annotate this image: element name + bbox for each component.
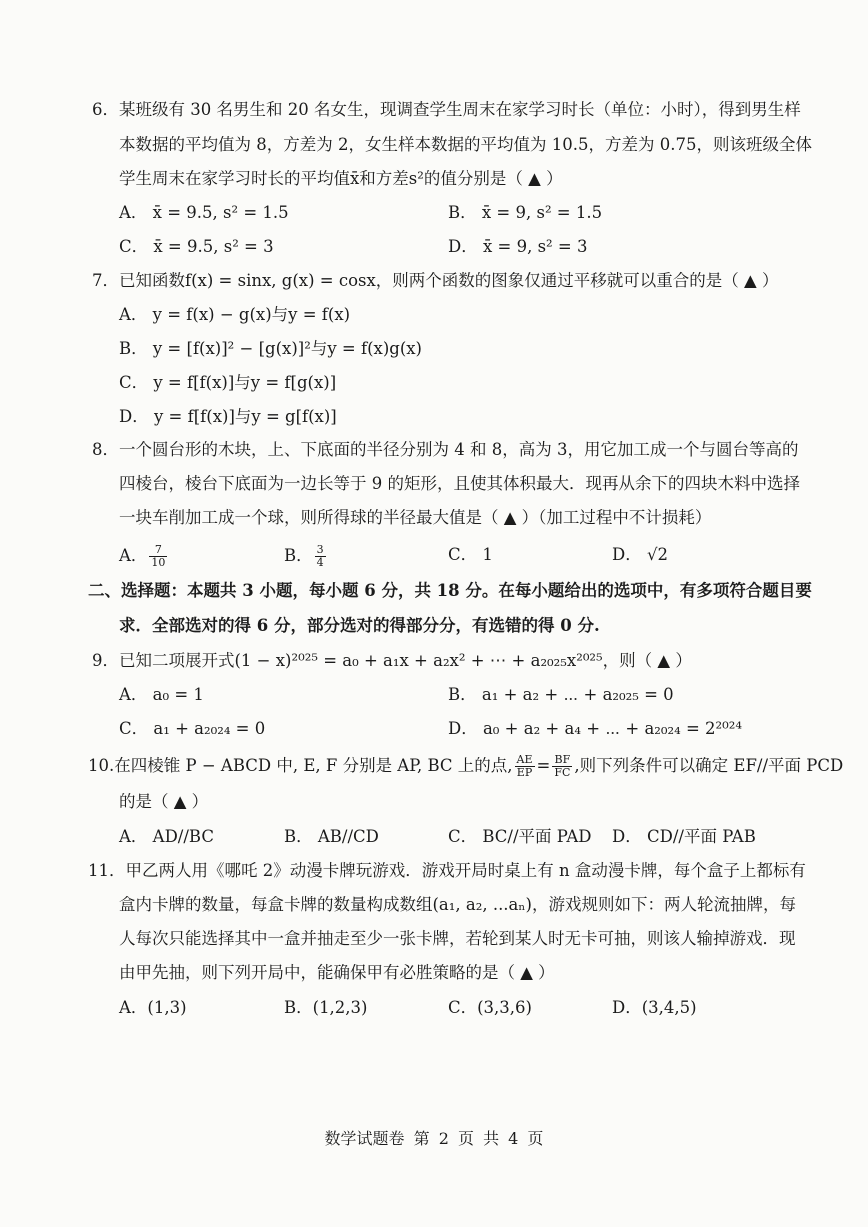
q7-option-d: D． y = f[f(x)]与y = g[f(x)] [119,407,337,426]
q8-option-b-fraction [315,544,326,569]
q11-option-a: A．(1,3) [119,998,187,1017]
q8-option-d: D． √2 [612,545,668,564]
q6-option-a: A． x̄ = 9.5, s² = 1.5 [119,203,289,222]
q10-stem-post: ,则下列条件可以确定 EF//平面 PCD [574,756,844,775]
q11-option-d: D．(3,4,5) [612,998,697,1017]
q10-fraction-bf-fc [552,754,572,779]
q10-stem-line1 [88,754,843,779]
q11-option-c: C．(3,3,6) [448,998,532,1017]
q11-stem-line4: 由甲先抽，则下列开局中，能确保甲有必胜策略的是（ ▲ ） [119,963,555,982]
fraction-numerator: AE [516,753,533,766]
q8-option-a-fraction [149,544,167,569]
q8-stem-line3: 一块车削加工成一个球，则所得球的半径最大值是（ ▲ ）（加工过程中不计损耗） [119,508,712,527]
q11-stem-line1: 11．甲乙两人用《哪吒 2》动漫卡牌玩游戏．游戏开局时桌上有 n 盒动漫卡牌，每个盒子上都标有 [88,861,806,880]
q9-option-b: B． a₁ + a₂ + ⋯ + a₂₀₂₅ = 0 [448,685,674,704]
q10-equals: = [536,756,551,775]
q8-option-a-label: A． [119,546,148,565]
fraction-denominator: 4 [316,556,324,569]
q9-stem-line1: 9．已知二项展开式(1 − x)²⁰²⁵ = a₀ + a₁x + a₂x² + ⋯ + a₂₀₂₅x²⁰²⁵，则（ ▲ ） [92,651,692,670]
q10-option-a: A． AD//BC [119,827,214,846]
q11-option-b: B．(1,2,3) [284,998,368,1017]
q9-option-a: A． a₀ = 1 [119,685,204,704]
section2-heading-line2: 求．全部选对的得 6 分，部分选对的得部分分，有选错的得 0 分. [119,616,600,635]
q7-stem-line1: 7．已知函数f(x) = sinx, g(x) = cosx，则两个函数的图象仅通过平移就可以重合的是（ ▲ ） [92,271,779,290]
q6-stem-line1: 6．某班级有 30 名男生和 20 名女生，现调查学生周末在家学习时长（单位：小时），得到男生样 [92,100,801,119]
q6-stem-line3: 学生周末在家学习时长的平均值x̄和方差s²的值分别是（ ▲ ） [119,169,563,188]
q8-option-b [284,544,328,569]
q8-stem-line1: 8．一个圆台形的木块，上、下底面的半径分别为 4 和 8，高为 3，用它加工成一个与圆台等高的 [92,440,799,459]
q11-stem-line2: 盒内卡牌的数量，每盒卡牌的数量构成数组(a₁, a₂, ...aₙ)，游戏规则如下：两人轮流抽牌，每 [119,895,796,914]
q8-option-c: C． 1 [448,545,493,564]
q7-option-a: A． y = f(x) − g(x)与y = f(x) [119,305,351,324]
q10-option-c: C． BC//平面 PAD [448,827,592,846]
page-footer: 数学试题卷 第 2 页 共 4 页 [324,1129,544,1148]
q6-option-d: D． x̄ = 9, s² = 3 [448,237,588,256]
fraction-denominator: EP [516,766,533,779]
fraction-numerator: 7 [149,544,167,557]
q10-fraction-ae-ep [515,754,535,779]
section2-heading-line1: 二、选择题：本题共 3 小题，每小题 6 分，共 18 分。在每小题给出的选项中，有多项符合题目要 [88,581,812,600]
q10-option-d: D． CD//平面 PAB [612,827,756,846]
q8-stem-line2: 四棱台，棱台下底面为一边长等于 9 的矩形，且使其体积最大．现再从余下的四块木料中选择 [119,474,800,493]
q6-stem-line2: 本数据的平均值为 8，方差为 2，女生样本数据的平均值为 10.5，方差为 0.75，则该班级全体 [119,135,812,154]
q7-option-b: B． y = [f(x)]² − [g(x)]²与y = f(x)g(x) [119,339,422,358]
fraction-denominator: 10 [151,556,166,569]
fraction-numerator: BF [552,754,572,767]
q9-option-d: D． a₀ + a₂ + a₄ + ⋯ + a₂₀₂₄ = 2²⁰²⁴ [448,719,743,738]
q9-option-c: C． a₁ + a₂₀₂₄ = 0 [119,719,266,738]
q8-option-b-label: B． [284,546,313,565]
q6-option-c: C． x̄ = 9.5, s² = 3 [119,237,274,256]
q10-stem-line2: 的是（ ▲ ） [119,792,209,811]
q8-option-a [119,544,169,569]
fraction-numerator: 3 [316,543,324,556]
fraction-denominator: FC [554,766,571,779]
q6-option-b: B． x̄ = 9, s² = 1.5 [448,203,603,222]
q11-stem-line3: 人每次只能选择其中一盒并抽走至少一张卡牌，若轮到某人时无卡可抽，则该人输掉游戏．现 [119,929,796,948]
q10-option-b: B． AB//CD [284,827,379,846]
q7-option-c: C． y = f[f(x)]与y = f[g(x)] [119,373,337,392]
q10-stem-pre: 10.在四棱锥 P − ABCD 中, E, F 分别是 AP, BC 上的点, [88,756,513,775]
